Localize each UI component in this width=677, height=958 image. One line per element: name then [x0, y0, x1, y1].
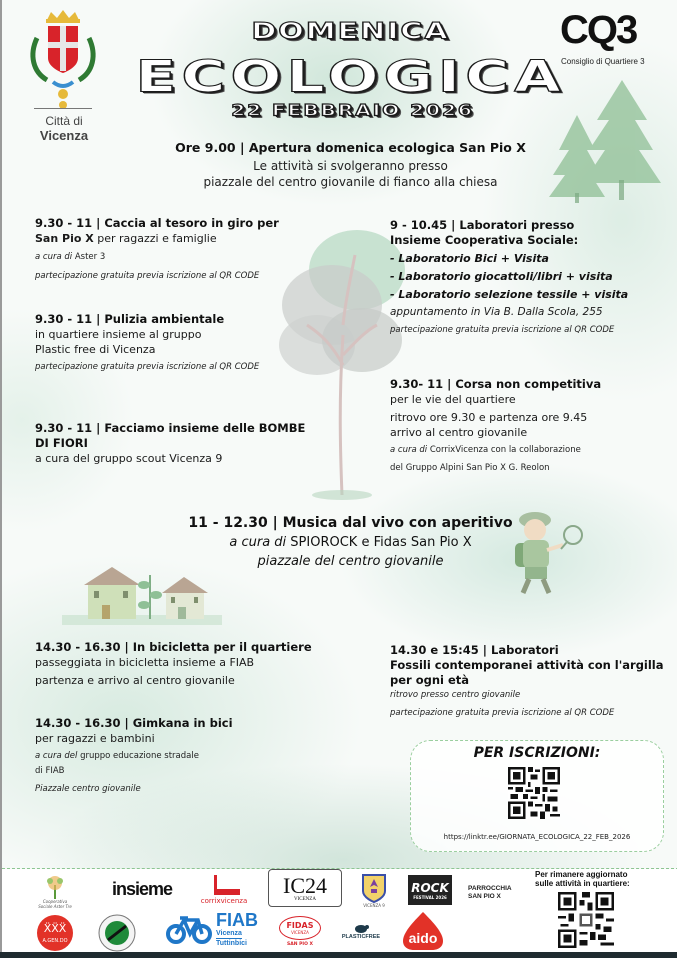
- event-subtitle: Fossili contemporanei attività con l'argilla: [390, 658, 664, 672]
- event-title: 9.30 - 11 | Pulizia ambientale: [35, 312, 225, 326]
- event-title-cont: DI FIORI: [35, 436, 88, 450]
- music-title: 11 - 12.30 | Musica dal vivo con aperitivo: [188, 515, 513, 531]
- logo-parrocchia-line2: SAN PIO X: [468, 893, 501, 900]
- event-treasure-hunt: [35, 216, 279, 284]
- logo-fidas-text: FIDAS: [286, 920, 314, 930]
- logo-aido: [402, 911, 444, 951]
- curator-name: Aster 3: [72, 252, 106, 262]
- cq3-logo-text: CQ3: [560, 8, 637, 52]
- event-workshops-insieme: [390, 218, 628, 338]
- event-title: 14.30 - 16.30 | In bicicletta per il quartiere: [35, 640, 312, 654]
- event-line: per le vie del quartiere: [390, 393, 516, 406]
- stay-updated-line2: sulle attività in quartiere:: [535, 879, 630, 888]
- logo-road-safety: [98, 914, 136, 952]
- bicycle-icon: [166, 914, 212, 944]
- logo-fiab-sub2: Tuttinbici: [216, 939, 247, 947]
- registration-qr-code[interactable]: [508, 767, 560, 819]
- registration-title: PER ISCRIZIONI:: [473, 745, 601, 761]
- tree-logo-icon: [43, 875, 67, 899]
- logo-fidas-sub2: SAN PIO X: [287, 941, 313, 947]
- event-line: a cura del gruppo scout Vicenza 9: [35, 452, 223, 465]
- event-title: 9.30 - 11 | Facciamo insieme delle BOMBE: [35, 421, 306, 435]
- logo-spiorock: [408, 875, 452, 905]
- logo-agendo: [36, 914, 74, 952]
- event-line: partenza e arrivo al centro giovanile: [35, 674, 235, 687]
- registration-url[interactable]: https://linktr.ee/GIORNATA_ECOLOGICA_22_FEB_2026: [443, 833, 631, 841]
- logo-fiab-text: FIAB: [216, 909, 258, 930]
- event-run: [390, 377, 601, 476]
- participation-note: partecipazione gratuita previa iscrizione al QR CODE: [35, 362, 260, 372]
- logo-plasticfree-text: PLASTICFREE: [341, 934, 381, 940]
- turtle-icon: [353, 922, 369, 934]
- event-clay-workshop: [390, 643, 664, 721]
- event-date: 22 FEBBRAIO 2026: [231, 100, 474, 120]
- logo-fiab: [157, 909, 267, 949]
- curator-name: CorrixVicenza con la collaborazione: [427, 445, 581, 455]
- event-title: 9.30- 11 | Corsa non competitiva: [390, 377, 602, 391]
- workshop-item: - Laboratorio selezione tessile + visita: [390, 288, 629, 301]
- event-description: per ragazzi e famiglie: [93, 232, 217, 245]
- cq3-subtitle: Consiglio di Quartiere 3: [561, 57, 645, 66]
- logo-parrocchia: [468, 884, 512, 902]
- music-place: piazzale del centro giovanile: [257, 554, 444, 569]
- logo-aster: [37, 872, 73, 912]
- logo-ic24: [268, 869, 342, 907]
- event-line: in quartiere insieme al gruppo: [35, 328, 202, 341]
- logo-scout: [359, 870, 389, 910]
- city-name: Vicenza: [39, 128, 89, 143]
- curator-prefix: a cura di: [390, 445, 428, 455]
- event-title: 14.30 - 16.30 | Gimkana in bici: [35, 716, 233, 730]
- curator-line-2: del Gruppo Alpini San Pio X G. Reolon: [390, 463, 550, 473]
- participation-note: partecipazione gratuita previa iscrizione al QR CODE: [390, 325, 615, 335]
- curator-name: gruppo educazione stradale: [77, 751, 199, 761]
- event-gimkana: [35, 716, 233, 797]
- appointment-address: appuntamento in Via B. Dalla Scola, 255: [390, 306, 603, 318]
- bell-tower-icon: [206, 875, 242, 897]
- houses-illustration: [62, 565, 222, 625]
- event-seed-bombs: [35, 421, 305, 466]
- logo-corrix: [202, 872, 246, 908]
- logo-spiorock-sub: FESTIVAL 2026: [413, 894, 447, 900]
- event-line: arrivo al centro giovanile: [390, 426, 528, 439]
- logo-fidas: [278, 912, 322, 950]
- event-title: 14.30 e 15:45 | Laboratori: [390, 643, 559, 657]
- event-title: 9 - 10.45 | Laboratori presso: [390, 218, 575, 232]
- logo-fidas-sub: VICENZA: [291, 929, 309, 935]
- logo-plasticfree: [338, 916, 384, 946]
- event-line: Plastic free di Vicenza: [35, 343, 156, 356]
- title-ecologica: ECOLOGICA: [135, 51, 566, 103]
- logo-agendo-text: A.GEN.DO: [42, 938, 68, 944]
- logo-aster-text: Cooperativa Sociale Aster Tre: [38, 899, 72, 909]
- event-line: per ragazzi e bambini: [35, 732, 155, 745]
- event-subtitle-cont: per ogni età: [390, 673, 470, 687]
- logo-fiab-sub1: Vicenza: [216, 929, 242, 937]
- logo-insieme: insieme: [111, 878, 173, 899]
- logo-scout-text: VICENZA 9: [363, 902, 385, 908]
- scout-badge-icon: [361, 873, 387, 903]
- logo-ic24-sub: VICENZA: [294, 896, 316, 902]
- logo-parrocchia-line1: PARROCCHIA: [468, 885, 512, 892]
- event-line: passeggiata in bicicletta insieme a FIAB: [35, 656, 255, 669]
- title-domenica: DOMENICA: [251, 18, 450, 45]
- workshop-item: - Laboratorio Bici + Visita: [390, 252, 549, 265]
- stay-updated-line1: Per rimanere aggiornato: [535, 870, 628, 879]
- opening-title: Ore 9.00 | Apertura domenica ecologica San Pio X: [175, 140, 526, 155]
- curator-prefix: a cura di: [229, 535, 287, 550]
- cq3-logo: [560, 10, 636, 50]
- whatsapp-qr-code[interactable]: [558, 892, 614, 948]
- event-title-cont: Insieme Cooperativa Sociale:: [390, 233, 579, 247]
- bottom-bar: [0, 952, 677, 958]
- logo-ic24-text: IC24: [283, 872, 327, 898]
- event-title-bold: San Pio X: [35, 232, 94, 245]
- opening-line-1: Le attività si svolgeranno presso: [253, 159, 448, 173]
- curator-prefix: a cura di: [35, 252, 73, 262]
- event-cleanup: [35, 312, 259, 375]
- event-bike-ride: [35, 640, 312, 688]
- event-title: 9.30 - 11 | Caccia al tesoro in giro per: [35, 216, 279, 230]
- stay-updated-text: [535, 870, 630, 888]
- curator-prefix: a cura del: [35, 751, 78, 761]
- curator-name: SPIOROCK e Fidas San Pio X: [286, 535, 472, 550]
- event-line: ritrovo ore 9.30 e partenza ore 9.45: [390, 411, 588, 424]
- meeting-point: ritrovo presso centro giovanile: [390, 690, 521, 700]
- opening-line-2: piazzale del centro giovanile di fianco alla chiesa: [203, 175, 498, 189]
- svg-text:ẌẌẌ: ẌẌẌ: [43, 922, 67, 935]
- workshop-item: - Laboratorio giocattoli/libri + visita: [390, 270, 613, 283]
- participation-note: partecipazione gratuita previa iscrizione al QR CODE: [35, 271, 260, 281]
- curator-line-2: di FIAB: [35, 766, 65, 776]
- city-label: Città di: [45, 114, 83, 128]
- registration-box: [410, 740, 664, 852]
- participation-note: partecipazione gratuita previa iscrizione al QR CODE: [390, 708, 615, 718]
- logo-aido-text: aido: [408, 930, 438, 946]
- logo-spiorock-text: ROCK: [411, 880, 449, 895]
- logo-corrix-text: corrixvicenza: [200, 897, 248, 905]
- event-place: Piazzale centro giovanile: [35, 784, 141, 794]
